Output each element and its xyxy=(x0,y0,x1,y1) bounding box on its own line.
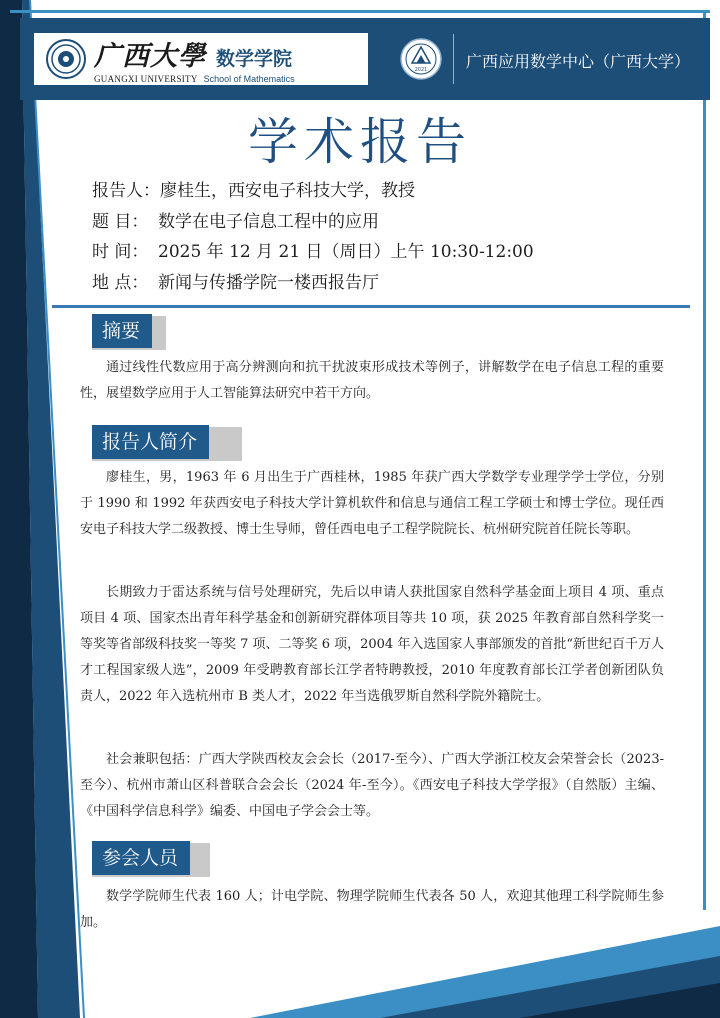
speaker-paragraph-3: 社会兼职包括：广西大学陕西校友会会长（2017-至今）、广西大学浙江校友会荣誉会长（2023-至今）、杭州市萧山区科普联合会会长（2024 年-至今）。《西安电子科技大学学报》（自然版）主编、《中国科学信息科学》编委、中国电子学会会士等。 xyxy=(80,752,664,819)
page-title: 学术报告 xyxy=(248,113,472,171)
info-key: 题 目： xyxy=(92,211,149,232)
math-center-name: 广西应用数学中心（广西大学） xyxy=(466,52,691,71)
section-heading-speaker: 报告人简介 xyxy=(92,425,209,459)
math-center-emblem-icon xyxy=(400,38,442,80)
university-name-en: GUANGXI UNIVERSITY xyxy=(94,74,198,84)
emblem-year: 2021 xyxy=(414,67,428,73)
speaker-paragraph-1: 廖桂生，男，1963 年 6 月出生于广西桂林，1985 年获广西大学数学专业理学学士学位，分别于 1990 和 1992 年获西安电子科技大学计算机软件和信息与通信工程工学硕士和博士学位。现任西安电子科技大学二级教授、博士生导师，曾任西电电子工程学院院长、杭州研究院首任院长等职。 xyxy=(80,470,664,537)
info-key: 地 点： xyxy=(92,272,149,293)
info-time xyxy=(92,237,534,268)
info-value: 廖桂生，西安电子科技大学，教授 xyxy=(160,181,415,201)
attendees-paragraph: 数学学院师生代表 160 人；计电学院、物理学院师生代表各 50 人，欢迎其他理工科学院师生参加。 xyxy=(80,889,664,930)
abstract-paragraph: 通过线性代数应用于高分辨测向和抗干扰波束形成技术等例子，讲解数学在电子信息工程的重要性，展望数学应用于人工智能算法研究中若干方向。 xyxy=(80,360,664,401)
school-name-cn: 数学学院 xyxy=(216,48,293,70)
info-location xyxy=(92,268,534,299)
info-value: 2025 年 12 月 21 日（周日）上午 10:30-12:00 xyxy=(158,242,534,262)
school-name-en: School of Mathematics xyxy=(203,74,295,84)
info-topic xyxy=(92,207,534,238)
speaker-paragraph-2: 长期致力于雷达系统与信号处理研究，先后以申请人获批国家自然科学基金面上项目 4 项、重点项目 4 项、国家杰出青年科学基金和创新研究群体项目等共 10 项，获 2025 年教育部自然科学奖一等奖等省部级科技奖一等奖 7 项、二等奖 6 项，2004 年入选国家人事部颁发的首批“新世纪百千万人才工程国家级人选”，2009 年受聘教育部长江学者特聘教授，2010 年度教育部长江学者创新团队负责人，2022 年入选杭州市 B 类人才，2022 年当选俄罗斯自然科学院外籍院士。 xyxy=(80,585,664,704)
info-value: 数学在电子信息工程中的应用 xyxy=(158,211,379,232)
university-emblem-icon xyxy=(46,39,86,79)
section-heading-attendees: 参会人员 xyxy=(92,841,190,875)
info-divider xyxy=(52,305,690,308)
report-info xyxy=(92,176,534,298)
info-key: 时 间： xyxy=(92,242,149,262)
info-value: 新闻与传播学院一楼西报告厅 xyxy=(158,272,379,293)
school-logo xyxy=(34,33,368,85)
top-border-line xyxy=(10,10,710,13)
info-speaker xyxy=(92,176,534,207)
header-divider xyxy=(453,34,454,84)
university-name-cn: 广西大學 xyxy=(94,41,206,72)
section-heading-abstract: 摘要 xyxy=(92,314,152,348)
info-key: 报告人： xyxy=(92,181,160,201)
